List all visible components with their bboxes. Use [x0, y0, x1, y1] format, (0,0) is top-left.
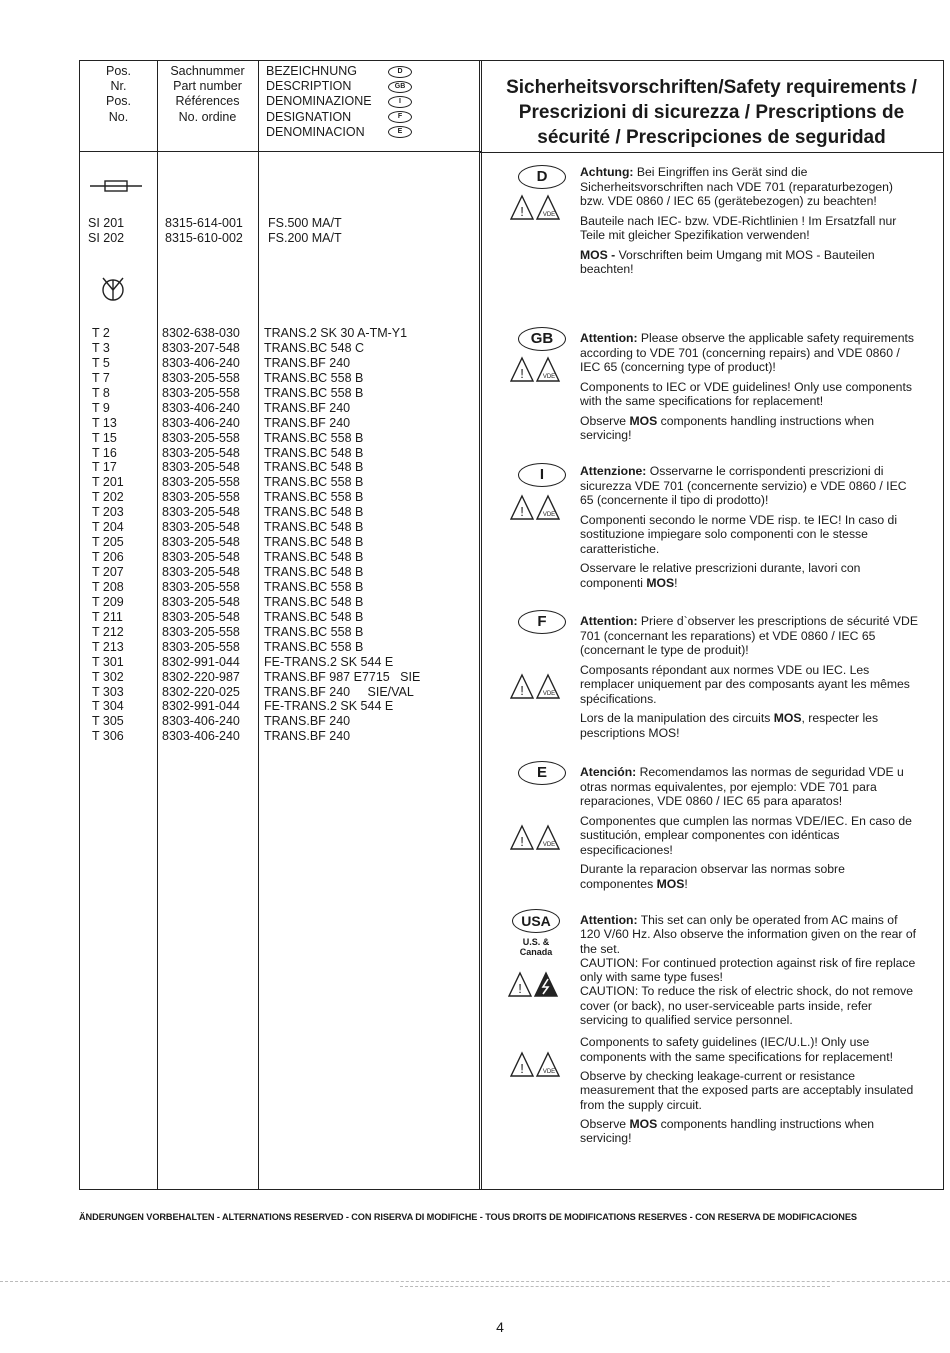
lang-code-f: F: [388, 111, 412, 123]
d-paragraph-1: Bei Eingriffen ins Gerät sind die Sicherheitsvorschriften nach VDE 701 (reparaturbezogen) bzw. VDE 0860 / IEC 65 (gerätebezogen) zu beachten!: [580, 165, 893, 208]
transistor-description: TRANS.BF 240: [264, 400, 351, 415]
title-divider: [480, 152, 943, 153]
transistor-description: TRANS.BC 548 B: [264, 520, 364, 535]
f-attention-label: Attention:: [580, 614, 638, 628]
gb-paragraph-3-pre: Observe: [580, 413, 630, 428]
transistor-description: TRANS.BF 240: [264, 714, 351, 729]
transistor-symbol-icon: [98, 273, 128, 303]
safety-panel: [479, 60, 944, 1190]
gb-paragraph-2: Components to IEC or VDE guidelines! Only use components with the same specifications for replacement!: [580, 379, 912, 408]
transistor-position: T 301: [92, 654, 124, 669]
transistor-description: FE-TRANS.2 SK 544 E: [264, 699, 394, 714]
lang-code-e: E: [388, 126, 412, 138]
i-paragraph-3: !: [674, 575, 678, 590]
transistor-position: T 5: [92, 355, 110, 370]
transistor-position: T 206: [92, 550, 124, 565]
d-attention-label: Achtung:: [580, 165, 634, 179]
transistor-part-number: 8303-205-548: [162, 594, 240, 609]
transistor-position: T 208: [92, 579, 124, 594]
header-pos: [80, 64, 157, 125]
safety-title-line: Sicherheitsvorschriften/Safety requirements /: [506, 77, 917, 98]
safety-title-line: Prescrizioni di sicurezza / Prescriptions de: [518, 102, 905, 123]
header-part-label: Sachnummer: [170, 64, 245, 78]
transistor-part-number: 8303-207-548: [162, 340, 240, 355]
transistor-position: T 212: [92, 624, 124, 639]
f-paragraph-2: Composants répondant aux normes VDE ou IEC. Les remplacer uniquement par des composants ayant les mêmes spécifications.: [580, 662, 910, 706]
svg-text:!: !: [520, 1061, 524, 1076]
country-usa-badge: USA: [512, 909, 560, 933]
transistor-position: T 16: [92, 445, 117, 460]
transistor-part-number: 8303-205-558: [162, 490, 240, 505]
country-d-badge: D: [518, 165, 566, 189]
transistor-part-number: 8303-205-558: [162, 370, 240, 385]
header-part-label: Part number: [173, 79, 242, 94]
d-mos-label: MOS -: [580, 247, 616, 262]
transistor-position: T 202: [92, 490, 124, 505]
transistor-description: TRANS.BC 548 B: [264, 460, 364, 475]
warning-vde-icon: [510, 673, 562, 706]
warning-vde-icon: [510, 356, 562, 389]
lang-code-d: D: [388, 66, 412, 78]
fuse-positions: [88, 216, 124, 246]
usa-paragraph-3: CAUTION: To reduce the risk of electric shock, do not remove cover (or back), no user-serviceable parts inside, refer servicing to qualified service personnel.: [580, 984, 914, 1028]
header-pos-label: Pos.: [105, 94, 131, 109]
gb-paragraph-3: components handling instructions when servicing!: [580, 413, 875, 442]
transistor-part-number: 8303-205-548: [162, 565, 240, 579]
safety-block-d: [580, 165, 920, 282]
transistor-positions: [92, 326, 124, 744]
e-paragraph-1: Recomendamos las normas de seguridad VDE u otras normas equivalentes, por ejemplo: VDE 701 para reparaciones, VDE 0860 / IEC 65 para aparatos!: [580, 765, 904, 808]
footer-notice: ÄNDERUNGEN VORBEHALTEN - ALTERNATIONS RESERVED - CON RISERVA DI MODIFICHE - TOUS DROITS DE MODIFICATIONS RESERVES - CON RESERVA DE MODIFICACIONES: [79, 1212, 857, 1222]
header-part-number: [157, 64, 258, 125]
svg-text:!: !: [520, 366, 524, 381]
transistor-description: TRANS.BC 558 B: [264, 475, 364, 490]
svg-text:!: !: [520, 683, 524, 698]
transistor-part-number: 8302-991-044: [162, 654, 240, 669]
country-f-badge: F: [518, 610, 566, 634]
transistor-description: TRANS.2 SK 30 A-TM-Y1: [264, 326, 408, 340]
transistor-part-number: 8303-205-548: [162, 550, 240, 565]
transistor-description: TRANS.BC 558 B: [264, 639, 364, 654]
safety-block-e: [580, 765, 920, 896]
e-paragraph-3: !: [684, 876, 688, 891]
transistor-description: TRANS.BC 548 B: [264, 535, 364, 550]
scan-line-top: [0, 1281, 950, 1282]
usa-paragraph-6-pre: Observe: [580, 1116, 630, 1131]
safety-block-i: [580, 464, 920, 595]
header-lang-codes: [388, 64, 428, 140]
transistor-position: T 305: [92, 714, 124, 729]
transistor-position: T 209: [92, 594, 124, 609]
gb-attention-label: Attention:: [580, 331, 638, 345]
transistor-part-number: 8303-205-548: [162, 520, 240, 535]
transistor-description: TRANS.BC 558 B: [264, 579, 364, 594]
e-paragraph-3-pre: Durante la reparacion observar las normas sobre componentes: [580, 862, 845, 891]
lang-code-gb: GB: [388, 81, 412, 93]
svg-text:!: !: [518, 981, 522, 996]
fuse-part-number: 8315-614-001: [165, 216, 243, 230]
transistor-part-number: 8303-205-558: [162, 639, 240, 654]
transistor-description: TRANS.BF 240: [264, 355, 351, 370]
transistor-position: T 304: [92, 699, 124, 714]
gb-mos-label: MOS: [629, 413, 658, 428]
transistor-part-number: 8303-205-548: [162, 505, 240, 520]
transistor-part-number: 8303-205-548: [162, 609, 240, 624]
page-number: 4: [496, 1319, 504, 1335]
lang-code-i: I: [388, 96, 412, 108]
warning-vde-icon: [510, 824, 562, 857]
d-paragraph-2: Bauteile nach IEC- bzw. VDE-Richtlinien ! Im Ersatzfall nur Teile mit gleicher Spezifikation verwenden!: [580, 213, 897, 242]
transistor-part-number: 8303-205-558: [162, 430, 240, 445]
country-e-badge: E: [518, 761, 566, 785]
vde-mark: VDE: [542, 374, 556, 380]
d-paragraph-3: Vorschriften beim Umgang mit MOS - Bauteilen beachten!: [580, 247, 875, 276]
usa-sub-label-2: Canada: [519, 947, 553, 957]
f-paragraph-3: , respecter les pescriptions MOS!: [580, 711, 879, 740]
header-desc-label: DESIGNATION: [266, 109, 352, 124]
transistor-position: T 3: [92, 340, 110, 355]
warning-vde-icon: [510, 1051, 562, 1084]
transistor-part-number: 8302-638-030: [162, 326, 240, 340]
f-paragraph-1: Priere d`observer les prescriptions de sécurité VDE 701 (concernant les reparations) et VDE 0860 / IEC 65 (concernant le type de produit)!: [580, 614, 918, 657]
fuse-symbol-icon: [88, 176, 144, 196]
usa-mos-label: MOS: [629, 1116, 658, 1131]
transistor-part-number: 8302-220-025: [162, 684, 240, 699]
transistor-part-number: 8303-406-240: [162, 355, 240, 370]
transistor-description: TRANS.BF 240: [264, 729, 351, 744]
transistor-position: T 303: [92, 684, 124, 699]
header-desc-label: DENOMINAZIONE: [266, 94, 372, 109]
header-desc-label: DENOMINACION: [266, 124, 365, 139]
f-mos-label: MOS: [773, 711, 802, 725]
header-desc-label: BEZEICHNUNG: [266, 64, 357, 78]
country-gb-badge: GB: [518, 327, 566, 351]
transistor-part-number: 8303-406-240: [162, 729, 240, 744]
usa-paragraph-1: This set can only be operated from AC mains of 120 V/60 Hz. Also observe the information given on the rear of the set.: [580, 913, 917, 956]
header-pos-label: Nr.: [110, 79, 127, 94]
transistor-position: T 207: [92, 565, 124, 579]
vde-mark: VDE: [542, 842, 556, 848]
transistor-part-number: 8303-205-548: [162, 460, 240, 475]
transistor-position: T 204: [92, 520, 124, 535]
usa-paragraph-4: Components to safety guidelines (IEC/U.L.)! Only use components with the same specifications for replacement!: [580, 1035, 893, 1064]
parts-table: [79, 60, 482, 1190]
transistor-position: T 7: [92, 370, 110, 385]
e-attention-label: Atención:: [580, 765, 637, 779]
transistor-description: TRANS.BC 548 B: [264, 505, 364, 520]
transistor-description: TRANS.BC 558 B: [264, 430, 364, 445]
transistor-description: TRANS.BF 240: [264, 415, 351, 430]
transistor-part-number: 8303-205-558: [162, 624, 240, 639]
usa-sub-label: U.S. &: [522, 937, 550, 947]
transistor-description: TRANS.BC 558 B: [264, 370, 364, 385]
transistor-position: T 203: [92, 505, 124, 520]
vde-mark: VDE: [542, 212, 556, 218]
usa-paragraph-2: CAUTION: For continued protection against risk of fire replace only with same type fuses!: [580, 955, 916, 985]
fuse-part-number: 8315-610-002: [165, 230, 243, 245]
warning-vde-icon: [510, 494, 562, 527]
transistor-position: T 9: [92, 400, 110, 415]
e-mos-label: MOS: [656, 876, 685, 891]
transistor-description: TRANS.BC 548 B: [264, 445, 364, 460]
i-paragraph-1: Osservarne le corrispondenti prescrizioni di sicurezza VDE 701 (concernente servizio) e VDE 0860 / IEC 65 (concernente il tipo di prodotto)!: [580, 464, 907, 507]
fuse-position: SI 202: [88, 230, 125, 245]
i-attention-label: Attenzione:: [580, 464, 647, 478]
transistor-part-number: 8302-991-044: [162, 699, 240, 714]
header-divider: [80, 151, 481, 152]
transistor-position: T 306: [92, 729, 124, 744]
safety-block-usa: [580, 913, 920, 1150]
transistor-description: TRANS.BF 240 SIE/VAL: [264, 684, 414, 699]
transistor-part-number: 8303-406-240: [162, 714, 240, 729]
transistor-part-number: 8303-205-558: [162, 385, 240, 400]
transistor-description: TRANS.BC 548 B: [264, 550, 364, 565]
header-desc-label: DESCRIPTION: [266, 79, 352, 94]
usa-paragraph-6: components handling instructions when servicing!: [580, 1116, 875, 1146]
usa-attention-label: Attention:: [580, 913, 638, 927]
transistor-description: TRANS.BC 558 B: [264, 490, 364, 505]
transistor-part-number: 8303-205-558: [162, 475, 240, 490]
header-pos-label: Pos.: [105, 64, 131, 78]
transistor-description: TRANS.BC 548 C: [264, 340, 365, 355]
svg-text:!: !: [520, 834, 524, 849]
svg-text:!: !: [520, 204, 524, 219]
transistor-position: T 302: [92, 669, 124, 684]
i-mos-label: MOS: [646, 575, 675, 590]
fuse-position: SI 201: [88, 216, 125, 230]
f-paragraph-3-pre: Lors de la manipulation des circuits: [580, 711, 774, 725]
header-pos-label: No.: [108, 109, 129, 124]
transistor-description: TRANS.BC 548 B: [264, 565, 364, 579]
transistor-description: TRANS.BC 548 B: [264, 609, 364, 624]
transistor-position: T 205: [92, 535, 124, 550]
transistor-part-number: 8303-406-240: [162, 415, 240, 430]
warning-vde-icon: [510, 194, 562, 227]
transistor-part-numbers: [162, 326, 240, 744]
transistor-position: T 201: [92, 475, 124, 490]
transistor-part-number: 8302-220-987: [162, 669, 240, 684]
transistor-position: T 2: [92, 326, 110, 340]
scan-line-bottom: [400, 1286, 830, 1287]
safety-block-gb: [580, 331, 920, 448]
vde-mark: VDE: [542, 512, 556, 518]
transistor-part-number: 8303-205-558: [162, 579, 240, 594]
vde-mark: VDE: [542, 1069, 556, 1075]
transistor-part-number: 8303-205-548: [162, 535, 240, 550]
header-part-label: No. ordine: [178, 109, 237, 124]
gb-paragraph-1: Please observe the applicable safety requirements according to VDE 701 (concerning repairs) and VDE 0860 / IEC 65 (concerning type of product)!: [580, 331, 914, 374]
transistor-description: TRANS.BC 548 B: [264, 594, 364, 609]
fuse-description: FS.200 MA/T: [268, 230, 342, 245]
column-divider-2: [258, 61, 259, 1189]
transistor-description: TRANS.BF 987 E7715 SIE: [264, 669, 421, 684]
safety-title-line: sécurité / Prescripciones de seguridad: [537, 127, 886, 148]
usa-paragraph-5: Observe by checking leakage-current or resistance measurement that the exposed parts are acceptably insulated from the supply circuit.: [580, 1068, 914, 1112]
safety-block-f: [580, 614, 920, 745]
svg-text:!: !: [520, 504, 524, 519]
fuse-part-numbers: [165, 216, 243, 246]
transistor-part-number: 8303-205-548: [162, 445, 240, 460]
header-part-label: Références: [175, 94, 240, 109]
fuse-descriptions: [268, 216, 342, 246]
safety-title: [480, 75, 943, 150]
e-paragraph-2: Componentes que cumplen las normas VDE/IEC. En caso de sustitución, emplear componentes con idénticas especificaciones!: [580, 813, 912, 857]
vde-mark: VDE: [542, 691, 556, 697]
transistor-position: T 17: [92, 460, 117, 475]
transistor-description: TRANS.BC 558 B: [264, 385, 364, 400]
shock-warning-icon: [508, 971, 560, 999]
transistor-position: T 15: [92, 430, 117, 445]
i-paragraph-2: Componenti secondo le norme VDE risp. te IEC! In caso di sostituzione impiegare solo componenti con le stesse caratteristiche.: [580, 512, 898, 556]
country-i-badge: I: [518, 463, 566, 487]
transistor-position: T 213: [92, 639, 124, 654]
column-divider-1: [157, 61, 158, 1189]
transistor-description: FE-TRANS.2 SK 544 E: [264, 654, 394, 669]
transistor-position: T 211: [92, 609, 123, 624]
transistor-part-number: 8303-406-240: [162, 400, 240, 415]
transistor-description: TRANS.BC 558 B: [264, 624, 364, 639]
fuse-description: FS.500 MA/T: [268, 216, 342, 230]
transistor-position: T 8: [92, 385, 110, 400]
transistor-descriptions: [264, 326, 420, 744]
transistor-position: T 13: [92, 415, 117, 430]
i-paragraph-3-pre: Osservare le relative prescrizioni durante, lavori con componenti: [580, 561, 861, 590]
